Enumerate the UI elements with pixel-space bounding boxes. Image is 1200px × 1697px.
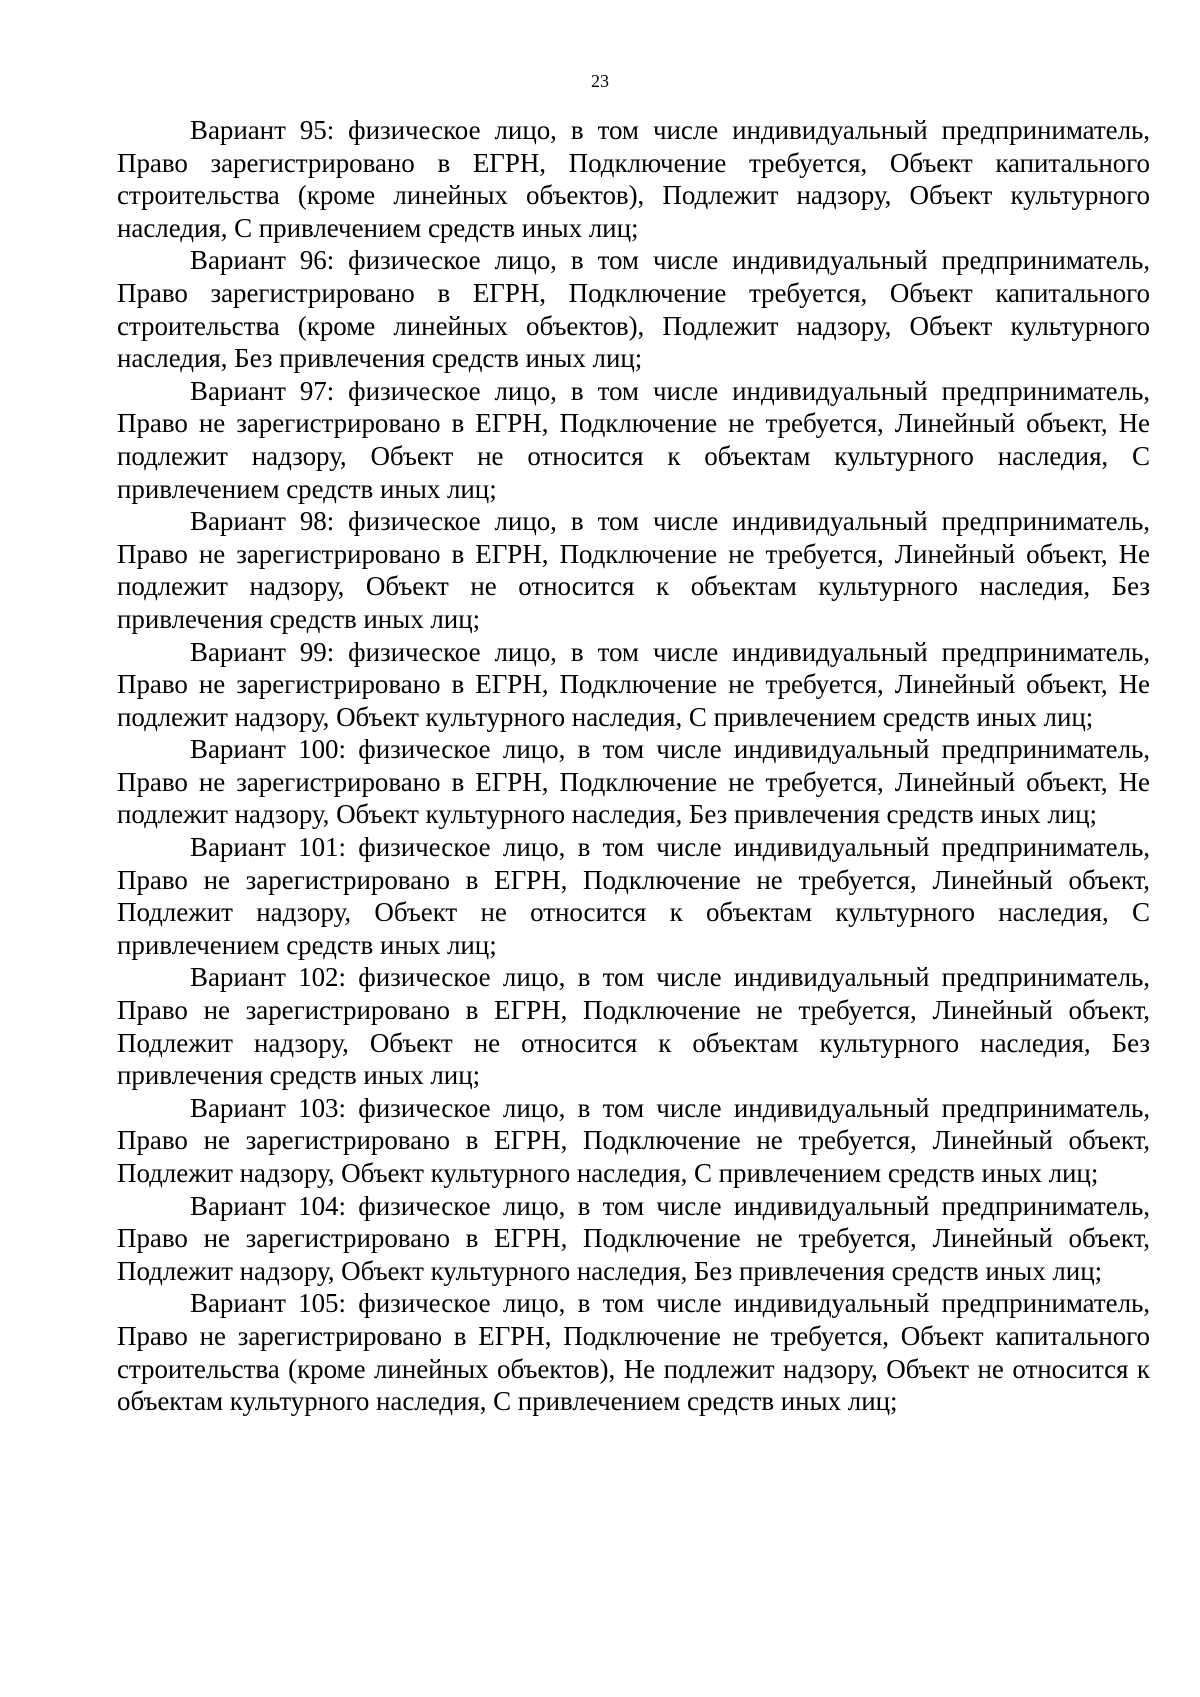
variant-paragraph: Вариант 98: физическое лицо, в том числе индивидуальный предприниматель, Право не зарегистрировано в ЕГРН, Подключение не требуется, Линейный объект, Не подлежит надзору, Объект не относится к объектам культурного наследия, Без привлечения средств иных лиц; (117, 506, 1150, 634)
variant-paragraph: Вариант 104: физическое лицо, в том числе индивидуальный предприниматель, Право не зарегистрировано в ЕГРН, Подключение не требуется, Линейный объект, Подлежит надзору, Объект культурного наследия, Без привлечения средств иных лиц; (117, 1190, 1150, 1286)
variant-paragraph: Вариант 105: физическое лицо, в том числе индивидуальный предприниматель, Право не зарегистрировано в ЕГРН, Подключение не требуется, Объект капитального строительства (кроме линейных объектов), Не подлежит надзору, Объект не относится к объектам культурного наследия, С привлечением средств иных лиц; (117, 1288, 1150, 1417)
variant-paragraph: Вариант 96: физическое лицо, в том числе индивидуальный предприниматель, Право зарегистрировано в ЕГРН, Подключение требуется, Объект капитального строительства (кроме линейных объектов), Подлежит надзору, Объект культурного наследия, Без привлечения средств иных лиц; (117, 245, 1150, 374)
variant-paragraph: Вариант 101: физическое лицо, в том числе индивидуальный предприниматель, Право не зарегистрировано в ЕГРН, Подключение не требуется, Линейный объект, Подлежит надзору, Объект не относится к объектам культурного наследия, С привлечением средств иных лиц; (117, 832, 1150, 960)
variant-paragraph: Вариант 102: физическое лицо, в том числе индивидуальный предприниматель, Право не зарегистрировано в ЕГРН, Подключение не требуется, Линейный объект, Подлежит надзору, Объект не относится к объектам культурного наследия, Без привлечения средств иных лиц; (117, 962, 1150, 1091)
variant-paragraph: Вариант 99: физическое лицо, в том числе индивидуальный предприниматель, Право не зарегистрировано в ЕГРН, Подключение не требуется, Линейный объект, Не подлежит надзору, Объект культурного наследия, С привлечением средств иных лиц; (117, 636, 1150, 732)
variant-paragraph: Вариант 97: физическое лицо, в том числе индивидуальный предприниматель, Право не зарегистрировано в ЕГРН, Подключение не требуется, Линейный объект, Не подлежит надзору, Объект не относится к объектам культурного наследия, С привлечением средств иных лиц; (117, 375, 1150, 504)
variant-paragraph: Вариант 95: физическое лицо, в том числе индивидуальный предприниматель, Право зарегистрировано в ЕГРН, Подключение требуется, Объект капитального строительства (кроме линейных объектов), Подлежит надзору, Объект культурного наследия, С привлечением средств иных лиц; (117, 115, 1150, 243)
variant-paragraph: Вариант 100: физическое лицо, в том числе индивидуальный предприниматель, Право не зарегистрировано в ЕГРН, Подключение не требуется, Линейный объект, Не подлежит надзору, Объект культурного наследия, Без привлечения средств иных лиц; (117, 734, 1150, 830)
page-number: 23 (591, 71, 609, 91)
variant-paragraph: Вариант 103: физическое лицо, в том числе индивидуальный предприниматель, Право не зарегистрировано в ЕГРН, Подключение не требуется, Линейный объект, Подлежит надзору, Объект культурного наследия, С привлечением средств иных лиц; (117, 1092, 1150, 1188)
document-body (117, 114, 1150, 1418)
